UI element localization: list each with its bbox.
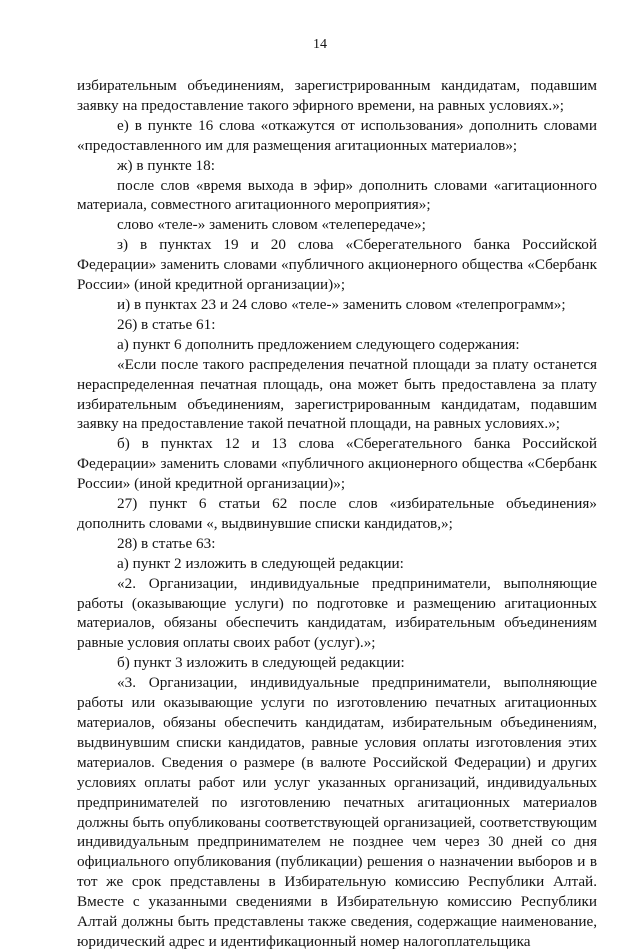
paragraph-item-zh-1: после слов «время выхода в эфир» дополнить словами «агитационного материала, совместного агитационного мероприятия»; — [77, 176, 597, 214]
page-number: 14 — [313, 37, 327, 52]
paragraph-section-28: 28) в статье 63: — [117, 534, 216, 552]
paragraph-section-27: 27) пункт 6 статьи 62 после слов «избирательные объединения» дополнить словами «, выдвинувшие списки кандидатов,»; — [77, 495, 597, 532]
paragraph-item-i: и) в пунктах 23 и 24 слово «теле-» заменить словом «телепрограмм»; — [117, 295, 566, 313]
paragraph-item-e: е) в пункте 16 слова «откажутся от использования» дополнить словами «предоставленного им для размещения агитационных материалов»; — [77, 116, 597, 154]
paragraph-item-z: з) в пунктах 19 и 20 слова «Сберегательного банка Российской Федерации» заменить словами «публичного акционерного общества «Сбербанк России» (иной кредитной организации)»; — [77, 236, 597, 294]
paragraph-continuation: избирательным объединениям, зарегистрированным кандидатам, подавшим заявку на предоставление такого эфирного времени, на равных условиях.»; — [77, 77, 597, 114]
document-body — [77, 76, 597, 952]
paragraph-28-a: а) пункт 2 изложить в следующей редакции: — [117, 554, 404, 572]
paragraph-28-b: б) пункт 3 изложить в следующей редакции: — [117, 654, 405, 672]
paragraph-26-a: а) пункт 6 дополнить предложением следующего содержания: — [117, 335, 520, 353]
paragraph-26-b: б) в пунктах 12 и 13 слова «Сберегательного банка Российской Федерации» заменить словами «публичного акционерного общества «Сбербанк России» (иной кредитной организации)»; — [77, 435, 597, 493]
paragraph-section-26: 26) в статье 61: — [117, 315, 216, 333]
paragraph-item-zh-2: слово «теле-» заменить словом «телепередаче»; — [117, 216, 426, 234]
paragraph-28-a-quote: «2. Организации, индивидуальные предприниматели, выполняющие работы (оказывающие услуги) по подготовке и размещению агитационных материалов, обязаны обеспечить кандидатам, избирательным объединениям равные условия оплаты своих работ (услуг).»; — [77, 574, 597, 652]
paragraph-item-zh: ж) в пункте 18: — [117, 156, 215, 174]
paragraph-28-b-quote: «3. Организации, индивидуальные предприниматели, выполняющие работы или оказывающие услуги по изготовлению печатных агитационных материалов, обязаны обеспечить кандидатам, избирательным объединениям, выдвинувшим списки кандидатов, равные условия оплаты изготовления этих материалов. Сведения о размере (в валюте Российской Федерации) и других условиях оплаты работ или услуг указанных организаций, индивидуальных предпринимателей по изготовлению печатных агитационных материалов должны быть опубликованы соответствующей организацией, соответствующим индивидуальным предпринимателем не позднее чем через 30 дней со дня официального опубликования (публикации) решения о назначении выборов и в тот же срок представлены в Избирательную комиссию Республики Алтай. Вместе с указанными сведениями в Избирательную комиссию Республики Алтай должны быть представлены также сведения, содержащие наименование, юридический адрес и идентификационный номер налогоплательщика — [77, 674, 597, 950]
paragraph-26-a-quote: «Если после такого распределения печатной площади за плату останется нераспределенная печатная площадь, она может быть предоставлена за плату избирательным объединениям, зарегистрированным кандидатам, подавшим заявку на предоставление такой печатной площади, на равных условиях.»; — [77, 355, 597, 433]
